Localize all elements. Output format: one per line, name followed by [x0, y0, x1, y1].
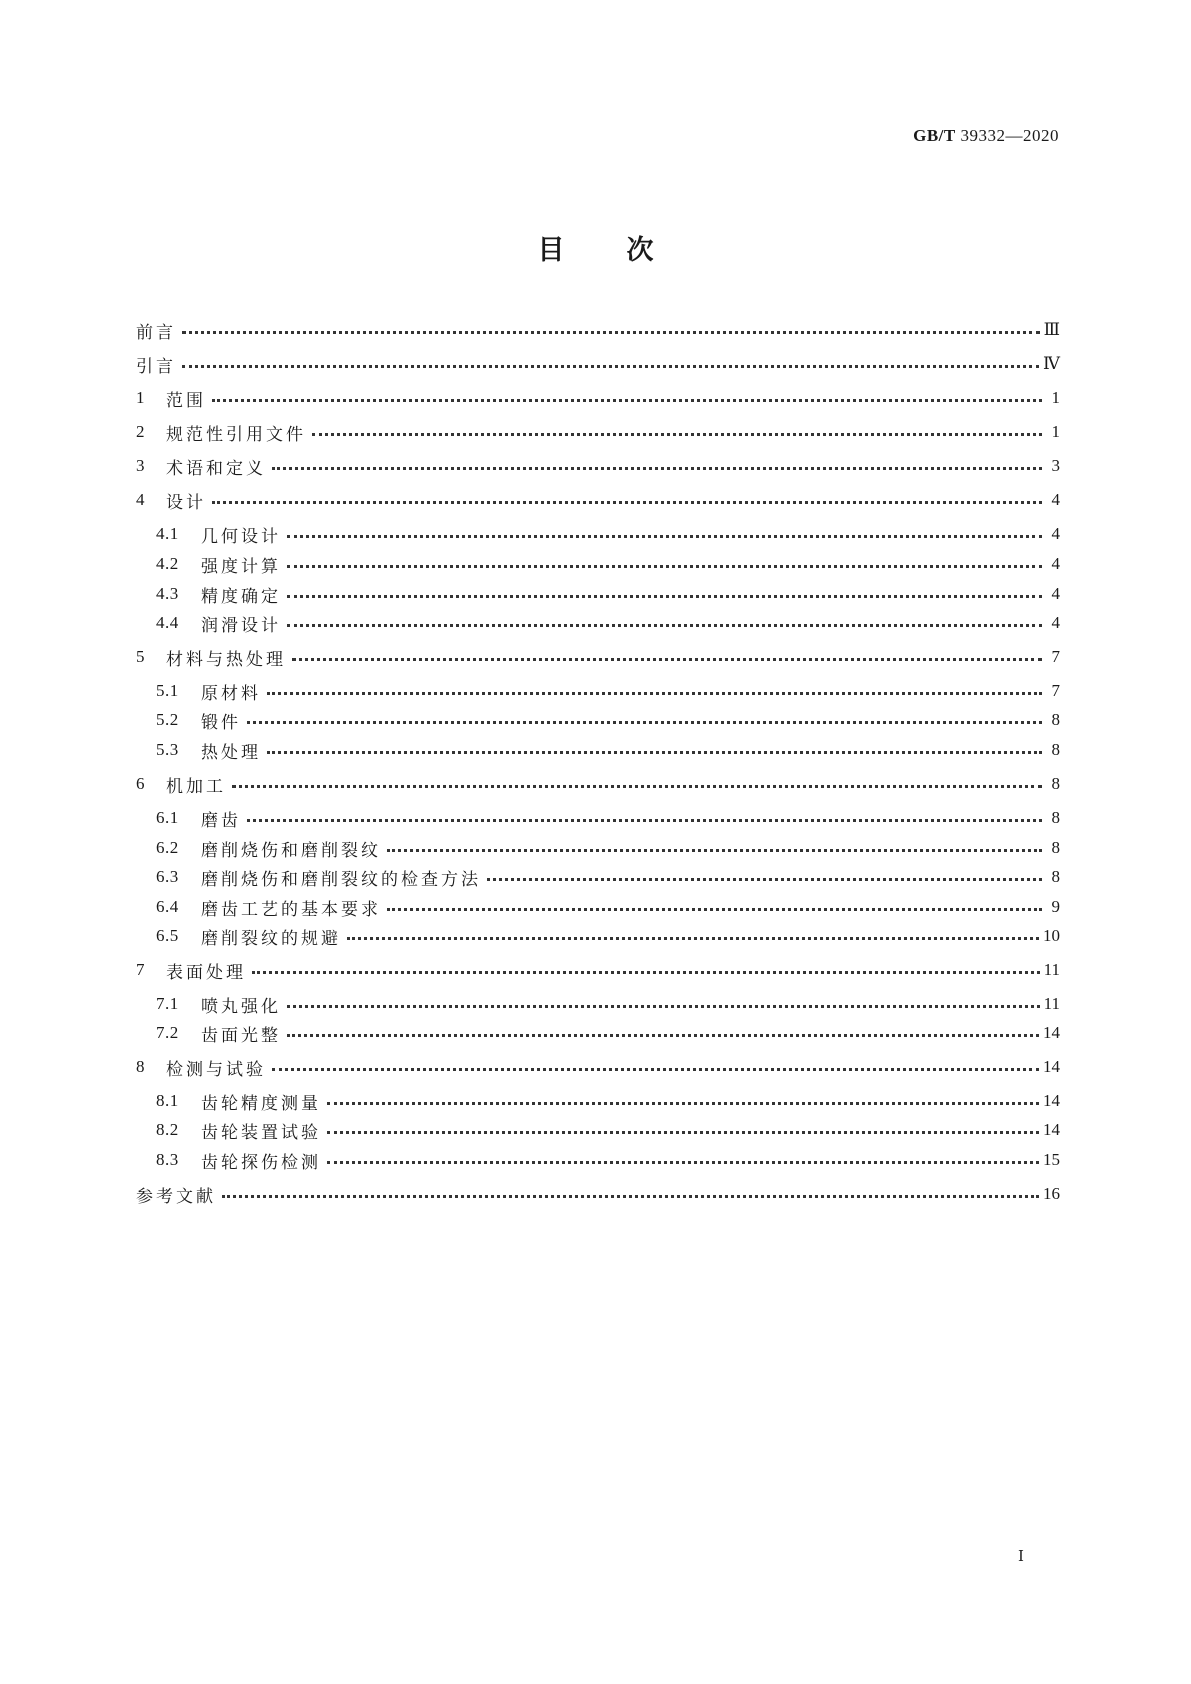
toc-entry-title: 齿轮探伤检测	[201, 1152, 321, 1173]
toc-entry-page: 1	[1051, 388, 1060, 407]
toc-entry-page: 10	[1043, 926, 1060, 945]
toc-entry-page: 11	[1043, 960, 1060, 979]
toc-entry-number: 1	[136, 388, 145, 407]
toc-entry-number: 5.1	[156, 681, 179, 700]
toc-entry-page: 3	[1051, 456, 1060, 475]
toc-entry-title: 喷丸强化	[201, 996, 281, 1017]
toc-entry-page: 4	[1051, 554, 1060, 573]
toc-entry-page: 8	[1051, 838, 1060, 857]
toc-entry[interactable]	[136, 924, 1060, 948]
toc-entry-page: 1	[1051, 422, 1060, 441]
toc-entry-number: 8.1	[156, 1091, 179, 1110]
standard-code	[913, 126, 1059, 146]
toc-entry-page: 16	[1043, 1184, 1060, 1203]
toc-dot-leader	[312, 432, 1042, 436]
toc-entry-number: 6	[136, 774, 145, 793]
toc-entry-number: 4	[136, 490, 145, 509]
toc-entry-number: 4.1	[156, 524, 179, 543]
toc-entry-page: Ⅲ	[1043, 320, 1060, 339]
toc-entry-title: 磨削裂纹的规避	[201, 928, 341, 949]
toc-entry-page: 14	[1043, 1120, 1060, 1139]
toc-entry-title: 磨齿工艺的基本要求	[201, 899, 381, 920]
toc-entry[interactable]	[136, 1055, 1060, 1079]
toc-entry[interactable]	[136, 318, 1060, 342]
toc-dot-leader	[212, 398, 1042, 402]
page-number: Ⅰ	[1018, 1549, 1024, 1565]
toc-entry-title: 磨削烧伤和磨削裂纹	[201, 840, 381, 861]
toc-dot-leader	[287, 594, 1042, 598]
toc-entry[interactable]	[136, 679, 1060, 703]
toc-entry-number: 8.2	[156, 1120, 179, 1139]
toc-entry-number: 6.3	[156, 867, 179, 886]
toc-entry-title: 齿面光整	[201, 1025, 281, 1046]
toc-entry[interactable]	[136, 836, 1060, 860]
toc-entry[interactable]	[136, 522, 1060, 546]
toc-entry-page: 9	[1051, 897, 1060, 916]
toc-entry[interactable]	[136, 645, 1060, 669]
toc-entry-number: 7	[136, 960, 145, 979]
toc-entry-title: 材料与热处理	[166, 649, 286, 670]
toc-entry[interactable]	[136, 958, 1060, 982]
toc-dot-leader	[327, 1101, 1039, 1105]
toc-entry-number: 8	[136, 1057, 145, 1076]
toc-entry[interactable]	[136, 454, 1060, 478]
toc-entry-number: 2	[136, 422, 145, 441]
toc-entry-page: 4	[1051, 613, 1060, 632]
toc-entry-page: 15	[1043, 1150, 1060, 1169]
toc-entry-title: 前言	[136, 322, 176, 343]
toc-dot-leader	[487, 877, 1042, 881]
toc-dot-leader	[287, 1033, 1039, 1037]
toc-entry-page: 11	[1043, 994, 1060, 1013]
toc-entry[interactable]	[136, 806, 1060, 830]
toc-entry[interactable]	[136, 1118, 1060, 1142]
toc-entry[interactable]	[136, 992, 1060, 1016]
toc-entry-title: 规范性引用文件	[166, 424, 306, 445]
toc-entry-title: 强度计算	[201, 556, 281, 577]
toc-entry-page: 14	[1043, 1057, 1060, 1076]
toc-entry-number: 6.4	[156, 897, 179, 916]
toc-entry-page: 4	[1051, 490, 1060, 509]
toc-entry-page: 8	[1051, 867, 1060, 886]
toc-dot-leader	[182, 330, 1040, 334]
toc-entry-page: 8	[1051, 740, 1060, 759]
toc-entry-title: 齿轮精度测量	[201, 1093, 321, 1114]
toc-entry[interactable]	[136, 488, 1060, 512]
toc-entry[interactable]	[136, 611, 1060, 635]
toc-entry[interactable]	[136, 1021, 1060, 1045]
toc-dot-leader	[212, 500, 1042, 504]
standard-code-prefix: GB/T	[913, 126, 956, 145]
toc-entry-title: 参考文献	[136, 1186, 216, 1207]
toc-entry-number: 6.1	[156, 808, 179, 827]
toc-entry[interactable]	[136, 1182, 1060, 1206]
toc-entry-number: 4.2	[156, 554, 179, 573]
toc-dot-leader	[272, 1067, 1039, 1071]
toc-dot-leader	[387, 907, 1042, 911]
toc-entry[interactable]	[136, 738, 1060, 762]
toc-entry-title: 精度确定	[201, 586, 281, 607]
toc-entry[interactable]	[136, 352, 1060, 376]
toc-entry-number: 7.2	[156, 1023, 179, 1042]
toc-entry-title: 齿轮装置试验	[201, 1122, 321, 1143]
toc-entry-title: 范围	[166, 390, 206, 411]
toc-entry-page: 14	[1043, 1023, 1060, 1042]
page-title: 目次	[537, 235, 716, 266]
toc-dot-leader	[287, 564, 1042, 568]
toc-dot-leader	[327, 1160, 1039, 1164]
toc-entry-number: 4.3	[156, 584, 179, 603]
toc-entry-title: 磨齿	[201, 810, 241, 831]
toc-entry-number: 6.2	[156, 838, 179, 857]
toc-entry[interactable]	[136, 895, 1060, 919]
toc-dot-leader	[327, 1130, 1039, 1134]
toc-entry-title: 机加工	[166, 776, 226, 797]
toc-entry-number: 4.4	[156, 613, 179, 632]
toc-dot-leader	[252, 970, 1040, 974]
toc-entry[interactable]	[136, 386, 1060, 410]
toc-entry[interactable]	[136, 582, 1060, 606]
toc-dot-leader	[182, 364, 1039, 368]
toc-entry[interactable]	[136, 772, 1060, 796]
toc-entry-title: 检测与试验	[166, 1059, 266, 1080]
toc-dot-leader	[232, 784, 1042, 788]
toc-entry[interactable]	[136, 552, 1060, 576]
toc-dot-leader	[292, 657, 1042, 661]
toc-dot-leader	[267, 691, 1042, 695]
toc-entry-page: 4	[1051, 524, 1060, 543]
toc-entry-title: 表面处理	[166, 962, 246, 983]
toc-entry-page: 7	[1051, 647, 1060, 666]
standard-code-number: 39332—2020	[960, 126, 1059, 145]
toc-entry[interactable]	[136, 420, 1060, 444]
toc-entry[interactable]	[136, 1148, 1060, 1172]
toc-entry-title: 设计	[166, 492, 206, 513]
toc-dot-leader	[287, 534, 1042, 538]
toc-dot-leader	[272, 466, 1042, 470]
toc-entry[interactable]	[136, 865, 1060, 889]
toc-entry-page: 7	[1051, 681, 1060, 700]
toc-entry-number: 7.1	[156, 994, 179, 1013]
toc-entry-number: 8.3	[156, 1150, 179, 1169]
toc-dot-leader	[387, 848, 1042, 852]
toc-entry-number: 5.2	[156, 710, 179, 729]
toc-entry-title: 原材料	[201, 683, 261, 704]
toc-dot-leader	[222, 1194, 1039, 1198]
toc-entry-title: 锻件	[201, 712, 241, 733]
toc-entry-title: 几何设计	[201, 526, 281, 547]
toc-entry[interactable]	[136, 1089, 1060, 1113]
toc-entry-number: 6.5	[156, 926, 179, 945]
toc-entry-number: 5	[136, 647, 145, 666]
toc-entry-page: 4	[1051, 584, 1060, 603]
toc-entry[interactable]	[136, 708, 1060, 732]
toc-entry-title: 磨削烧伤和磨削裂纹的检查方法	[201, 869, 481, 890]
toc-entry-title: 润滑设计	[201, 615, 281, 636]
toc-entry-number: 5.3	[156, 740, 179, 759]
toc-dot-leader	[347, 936, 1039, 940]
toc-dot-leader	[287, 1004, 1040, 1008]
toc-entry-page: 14	[1043, 1091, 1060, 1110]
toc-dot-leader	[247, 818, 1042, 822]
toc-entry-title: 引言	[136, 356, 176, 377]
toc-entry-title: 热处理	[201, 742, 261, 763]
toc-entry-page: 8	[1051, 774, 1060, 793]
toc-dot-leader	[287, 623, 1042, 627]
toc-entry-page: 8	[1051, 808, 1060, 827]
toc-dot-leader	[267, 750, 1042, 754]
toc-entry-title: 术语和定义	[166, 458, 266, 479]
toc-dot-leader	[247, 720, 1042, 724]
toc-entry-page: Ⅳ	[1043, 354, 1060, 373]
toc-entry-number: 3	[136, 456, 145, 475]
toc-entry-page: 8	[1051, 710, 1060, 729]
